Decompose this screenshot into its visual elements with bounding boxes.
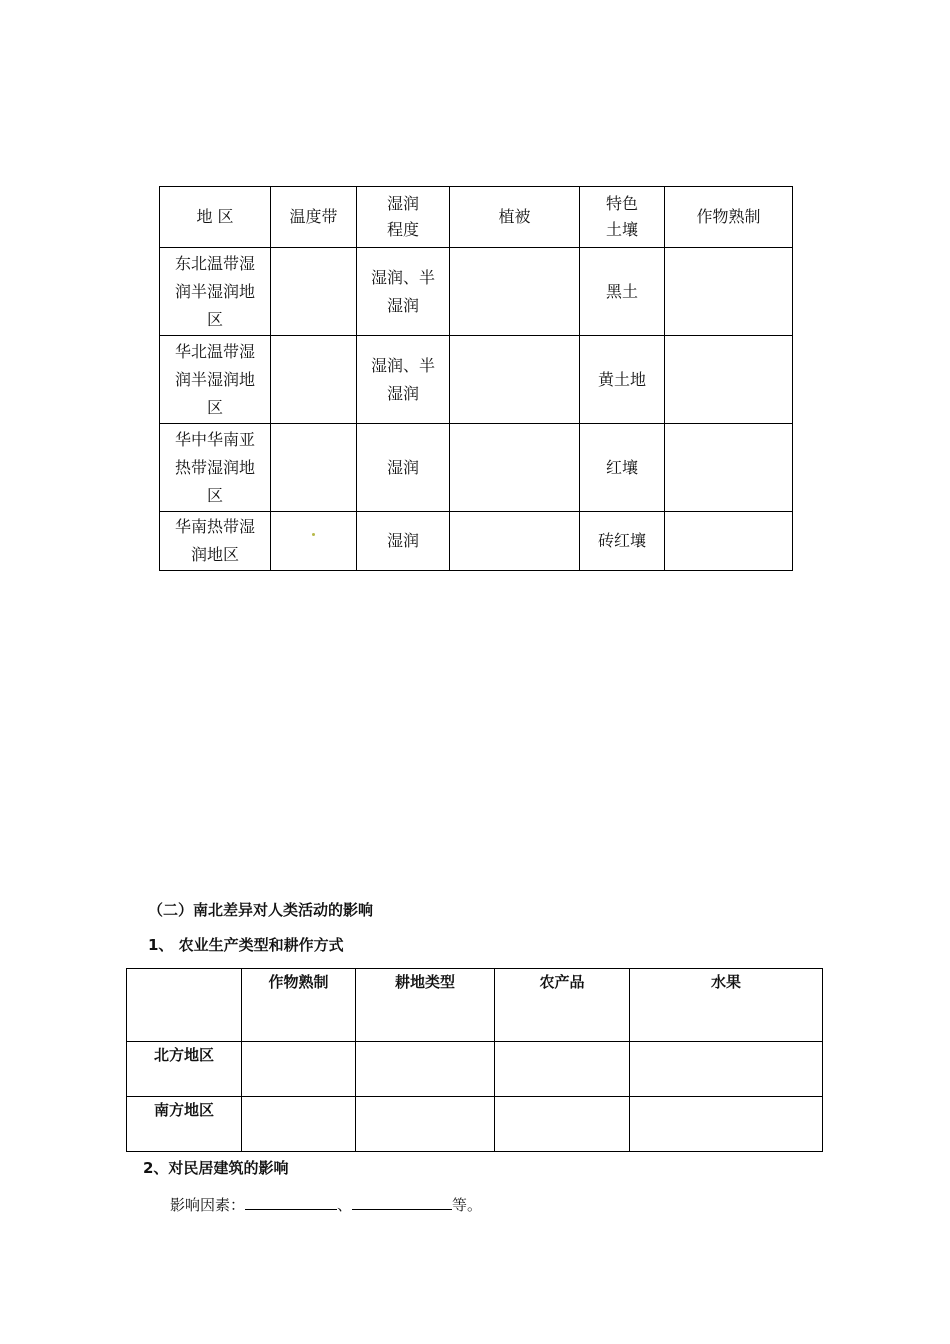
- header-crop-system: 作物熟制: [242, 969, 356, 1042]
- natural-regions-table: [159, 186, 793, 571]
- crop-cell: [665, 424, 793, 512]
- header-humidity: 湿润 程度: [357, 187, 450, 248]
- empty-cell: [356, 1042, 495, 1097]
- empty-cell: [630, 1042, 823, 1097]
- empty-cell: [242, 1042, 356, 1097]
- crop-cell: [665, 336, 793, 424]
- header-vegetation: 植被: [450, 187, 580, 248]
- soil-cell: 砖红壤: [580, 512, 665, 571]
- fill-suffix: 等。: [452, 1196, 483, 1214]
- section-title: （二）南北差异对人类活动的影响: [148, 901, 374, 919]
- region-cell: 东北温带湿润半湿润地区: [160, 248, 271, 336]
- crop-cell: [665, 512, 793, 571]
- empty-cell: [356, 1097, 495, 1152]
- table-row: [160, 424, 793, 512]
- row-label-south: 南方地区: [127, 1097, 242, 1152]
- region-cell: 华北温带湿润半湿润地区: [160, 336, 271, 424]
- humidity-cell: 湿润、半湿润: [357, 336, 450, 424]
- humidity-cell: 湿润、半湿润: [357, 248, 450, 336]
- table-row: [127, 1097, 823, 1152]
- item2-heading: 2、对民居建筑的影响: [143, 1159, 289, 1177]
- temp-cell: [271, 512, 357, 571]
- humidity-cell: 湿润: [357, 512, 450, 571]
- answer-blank-1[interactable]: [245, 1193, 337, 1210]
- temp-cell: [271, 424, 357, 512]
- temp-cell: [271, 336, 357, 424]
- header-crop-system: 作物熟制: [665, 187, 793, 248]
- temp-cell: [271, 248, 357, 336]
- header-fruit: 水果: [630, 969, 823, 1042]
- soil-cell: 黄土地: [580, 336, 665, 424]
- region-cell: 华南热带湿润地区: [160, 512, 271, 571]
- header-products: 农产品: [495, 969, 630, 1042]
- agriculture-table: [126, 968, 823, 1152]
- empty-cell: [495, 1097, 630, 1152]
- table-row: [160, 248, 793, 336]
- table-header-row: [160, 187, 793, 248]
- header-farmland-type: 耕地类型: [356, 969, 495, 1042]
- header-region: 地 区: [160, 187, 271, 248]
- region-cell: 华中华南亚热带湿润地区: [160, 424, 271, 512]
- stray-dot-mark: [312, 533, 315, 536]
- fill-separator: 、: [337, 1196, 353, 1214]
- crop-cell: [665, 248, 793, 336]
- fill-prefix: 影响因素：: [170, 1196, 246, 1214]
- fill-in-line: [170, 1193, 482, 1215]
- veg-cell: [450, 424, 580, 512]
- soil-cell: 黑土: [580, 248, 665, 336]
- table-row: [160, 512, 793, 571]
- veg-cell: [450, 248, 580, 336]
- empty-cell: [630, 1097, 823, 1152]
- empty-cell: [242, 1097, 356, 1152]
- humidity-cell: 湿润: [357, 424, 450, 512]
- answer-blank-2[interactable]: [352, 1193, 452, 1210]
- table-header-row: [127, 969, 823, 1042]
- empty-cell: [495, 1042, 630, 1097]
- veg-cell: [450, 336, 580, 424]
- table-row: [160, 336, 793, 424]
- veg-cell: [450, 512, 580, 571]
- header-temperature-zone: 温度带: [271, 187, 357, 248]
- row-label-north: 北方地区: [127, 1042, 242, 1097]
- header-blank: [127, 969, 242, 1042]
- soil-cell: 红壤: [580, 424, 665, 512]
- table-row: [127, 1042, 823, 1097]
- item1-heading: 1、 农业生产类型和耕作方式: [148, 936, 344, 954]
- header-soil: 特色 土壤: [580, 187, 665, 248]
